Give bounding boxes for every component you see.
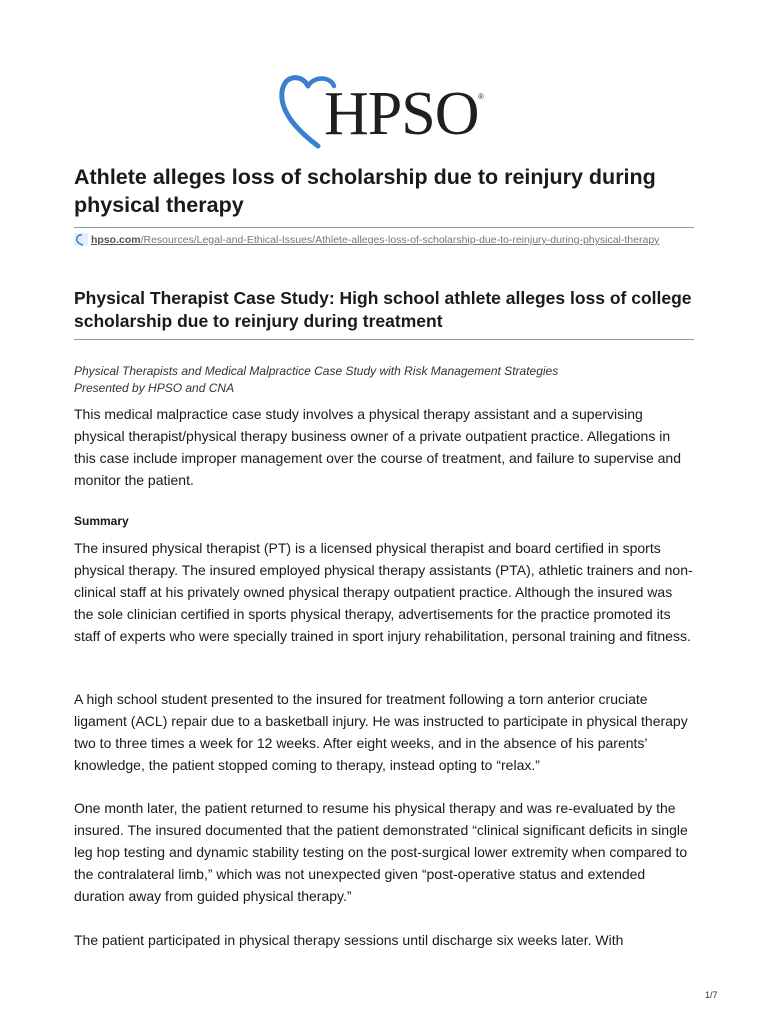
source-link[interactable] [74,233,694,248]
intro-line-1: Physical Therapists and Medical Malpractice Case Study with Risk Management Strategies [74,364,559,378]
source-path[interactable]: /Resources/Legal-and-Ethical-Issues/Athlete-alleges-loss-of-scholarship-due-to-reinjury-during-physical-therapy [140,234,660,246]
paragraph-intro: This medical malpractice case study involves a physical therapy assistant and a supervising physical therapist/physical therapy business owner of a private outpatient practice. Allegations in this case include improper management over the course of treatment, and failure to supervise and monitor the patient. [74,406,681,488]
case-study-heading: Physical Therapist Case Study: High school athlete alleges loss of college scholarship due to reinjury during treatment [74,288,692,331]
article-title: Athlete alleges loss of scholarship due to reinjury during physical therapy [74,165,656,217]
paragraph-discharge: The patient participated in physical therapy sessions until discharge six weeks later. With [74,932,624,948]
intro-block [74,363,694,397]
paragraph-reevaluation: One month later, the patient returned to resume his physical therapy and was re-evaluated by the insured. The insured documented that the patient demonstrated “clinical significant deficits in single leg hop testing and dynamic stability testing on the post-surgical lower extremity when compared to the contralateral limb,” which was not unexpected given “post-operative status and extended duration away from guided physical therapy.” [74,800,688,904]
summary-heading: Summary [74,514,129,528]
favicon-icon [74,233,88,246]
paragraph-summary: The insured physical therapist (PT) is a licensed physical therapist and board certified in sports physical therapy. The insured employed physical therapy assistants (PTA), athletic trainers and non-clinical staff at his privately owned physical therapy outpatient practice. Although the insured was the sole clinician certified in sports physical therapy, advertisements for the practice promoted its staff of experts who were specially trained in sport injury rehabilitation, personal training and fitness. [74,540,693,644]
registered-mark: ® [478,92,484,101]
logo-text: HPSO [324,80,479,148]
source-domain[interactable]: hpso.com [91,234,141,246]
page-number: 1/7 [705,990,718,1000]
paragraph-patient-history: A high school student presented to the insured for treatment following a torn anterior cruciate ligament (ACL) repair due to a basketball injury. He was instructed to participate in physical therapy two to three times a week for 12 weeks. After eight weeks, and in the absence of his parents’ knowledge, the patient stopped coming to therapy, instead opting to “relax.” [74,691,688,773]
subtitle-divider [74,339,694,340]
title-divider [74,227,694,228]
hpso-logo [278,72,488,152]
intro-line-2: Presented by HPSO and CNA [74,381,235,395]
